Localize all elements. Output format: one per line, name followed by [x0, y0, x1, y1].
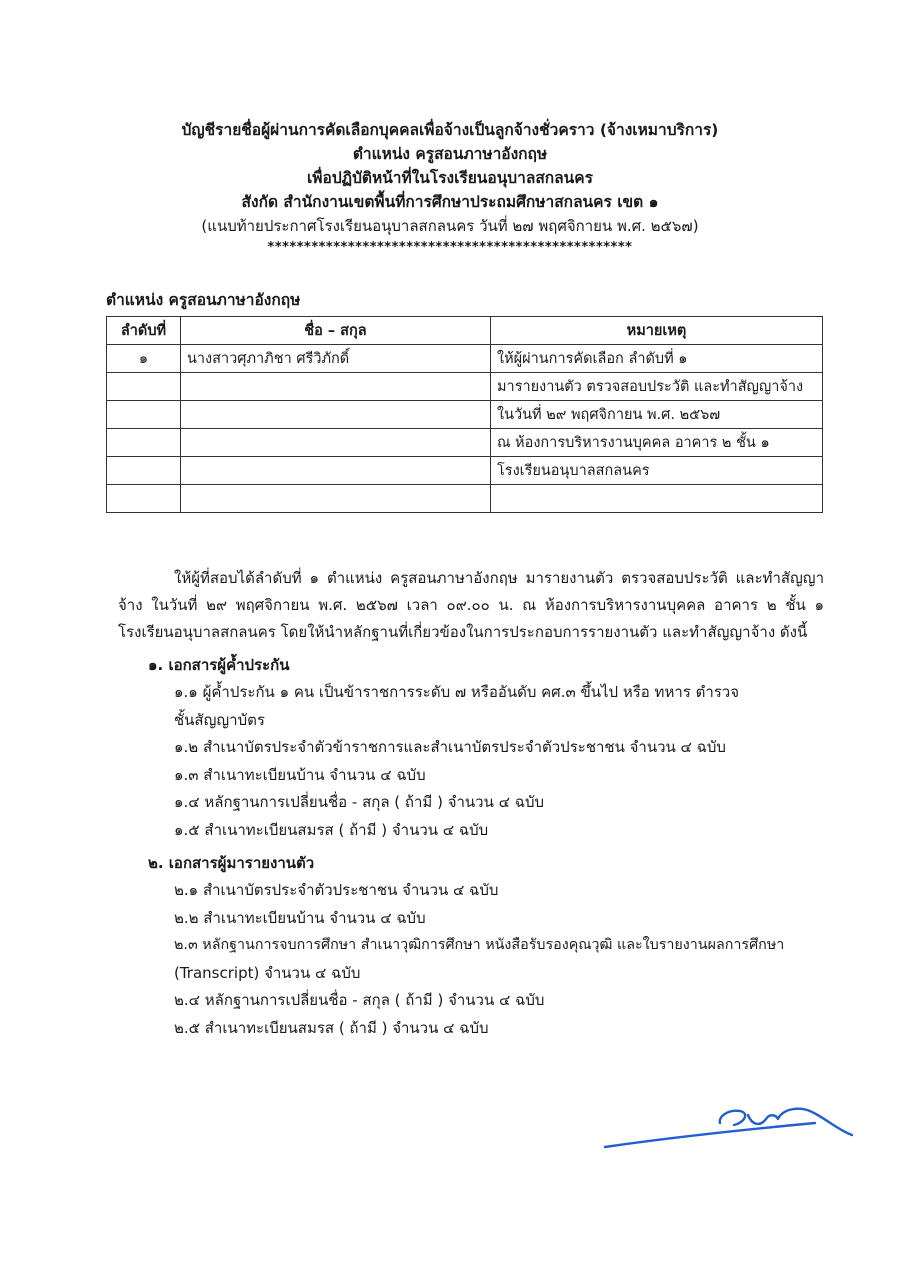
guarantor-item-1-4: ๑.๔ หลักฐานการเปลี่ยนชื่อ - สกุล ( ถ้ามี ) จำนวน ๔ ฉบับ — [174, 793, 544, 811]
table-row — [107, 457, 823, 485]
cell-remark: โรงเรียนอนุบาลสกลนคร — [491, 457, 823, 485]
column-header-order: ลำดับที่ — [107, 317, 181, 345]
cell-remark: ณ ห้องการบริหารงานบุคคล อาคาร ๒ ชั้น ๑ — [491, 429, 823, 457]
table-row — [107, 345, 823, 373]
header-divider-stars: ************************************************** — [267, 240, 633, 255]
guarantor-item-1-5: ๑.๕ สำเนาทะเบียนสมรส ( ถ้ามี ) จำนวน ๔ ฉบับ — [174, 820, 489, 839]
cell-order: ๑ — [107, 345, 181, 373]
cell-order — [107, 485, 181, 513]
document-body — [118, 565, 824, 1042]
header-position: ตำแหน่ง ครูสอนภาษาอังกฤษ — [352, 145, 548, 163]
table-row — [107, 429, 823, 457]
cell-order — [107, 373, 181, 401]
table-header-row — [107, 317, 823, 345]
cell-remark: มารายงานตัว ตรวจสอบประวัติ และทำสัญญาจ้าง — [491, 373, 823, 401]
header-title: บัญชีรายชื่อผู้ผ่านการคัดเลือกบุคคลเพื่อจ้างเป็นลูกจ้างชั่วคราว (จ้างเหมาบริการ) — [181, 121, 719, 139]
cell-order — [107, 457, 181, 485]
reporter-item-2-2: ๒.๒ สำเนาทะเบียนบ้าน จำนวน ๔ ฉบับ — [174, 908, 426, 927]
reporter-item-2-4: ๒.๔ หลักฐานการเปลี่ยนชื่อ - สกุล ( ถ้ามี ) จำนวน ๔ ฉบับ — [174, 991, 545, 1009]
instruction-paragraph: ให้ผู้ที่สอบได้ลำดับที่ ๑ ตำแหน่ง ครูสอนภาษาอังกฤษ มารายงานตัว ตรวจสอบประวัติ และทำสัญญาจ้าง ในวันที่ ๒๙ พฤศจิกายน พ.ศ. ๒๕๖๗ เวลา ๐๙.๐๐ น. ณ ห้องการบริหารงานบุคคล อาคาร ๒ ชั้น ๑ โรงเรียนอนุบาลสกลนคร โดยให้นำหลักฐานที่เกี่ยวข้องในการประกอบการรายงานตัว และทำสัญญาจ้าง ดังนี้ — [118, 569, 824, 641]
cell-order — [107, 429, 181, 457]
reporter-item-2-3-cont: (Transcript) จำนวน ๔ ฉบับ — [174, 963, 361, 982]
guarantor-item-1-1: ๑.๑ ผู้ค้ำประกัน ๑ คน เป็นข้าราชการระดับ ๗ หรืออันดับ คศ.๓ ขึ้นไป หรือ ทหาร ตำรวจ — [174, 683, 740, 701]
table-row — [107, 373, 823, 401]
header-affiliation: สังกัด สำนักงานเขตพื้นที่การศึกษาประถมศึกษาสกลนคร เขต ๑ — [241, 193, 659, 211]
cell-remark: ในวันที่ ๒๙ พฤศจิกายน พ.ศ. ๒๕๖๗ — [491, 401, 823, 429]
header-attachment-note: (แนบท้ายประกาศโรงเรียนอนุบาลสกลนคร วันที่ ๒๗ พฤศจิกายน พ.ศ. ๒๕๖๗) — [201, 217, 699, 235]
guarantor-item-1-3: ๑.๓ สำเนาทะเบียนบ้าน จำนวน ๔ ฉบับ — [174, 765, 426, 784]
position-title: ตำแหน่ง ครูสอนภาษาอังกฤษ — [106, 291, 301, 309]
cell-order — [107, 401, 181, 429]
guarantor-item-1-2: ๑.๒ สำเนาบัตรประจำตัวข้าราชการและสำเนาบัตรประจำตัวประชาชน จำนวน ๔ ฉบับ — [174, 738, 726, 756]
cell-remark: ให้ผู้ผ่านการคัดเลือก ลำดับที่ ๑ — [491, 345, 823, 373]
candidate-table — [106, 316, 823, 513]
cell-name: นางสาวศุภาภิชา ศรีวิภักดิ์ — [181, 345, 491, 373]
reporter-item-2-3: ๒.๓ หลักฐานการจบการศึกษา สำเนาวุฒิการศึกษา หนังสือรับรองคุณวุฒิ และใบรายงานผลการศึกษา — [174, 937, 785, 953]
cell-name — [181, 429, 491, 457]
signature-image — [600, 1095, 860, 1155]
section-guarantor-title: ๑. เอกสารผู้ค้ำประกัน — [148, 656, 290, 674]
guarantor-item-1-1-cont: ชั้นสัญญาบัตร — [174, 710, 265, 729]
table-row — [107, 401, 823, 429]
table-row — [107, 485, 823, 513]
column-header-remark: หมายเหตุ — [491, 317, 823, 345]
reporter-item-2-5: ๒.๕ สำเนาทะเบียนสมรส ( ถ้ามี ) จำนวน ๔ ฉบับ — [174, 1018, 489, 1037]
cell-name — [181, 457, 491, 485]
cell-remark — [491, 485, 823, 513]
signature-stroke — [605, 1109, 852, 1147]
cell-name — [181, 373, 491, 401]
section-reporter-title: ๒. เอกสารผู้มารายงานตัว — [148, 854, 315, 872]
header-purpose: เพื่อปฏิบัติหน้าที่ในโรงเรียนอนุบาลสกลนคร — [307, 169, 593, 187]
reporter-item-2-1: ๒.๑ สำเนาบัตรประจำตัวประชาชน จำนวน ๔ ฉบับ — [174, 881, 499, 899]
cell-name — [181, 401, 491, 429]
cell-name — [181, 485, 491, 513]
document-header — [0, 118, 900, 256]
column-header-name: ชื่อ – สกุล — [181, 317, 491, 345]
